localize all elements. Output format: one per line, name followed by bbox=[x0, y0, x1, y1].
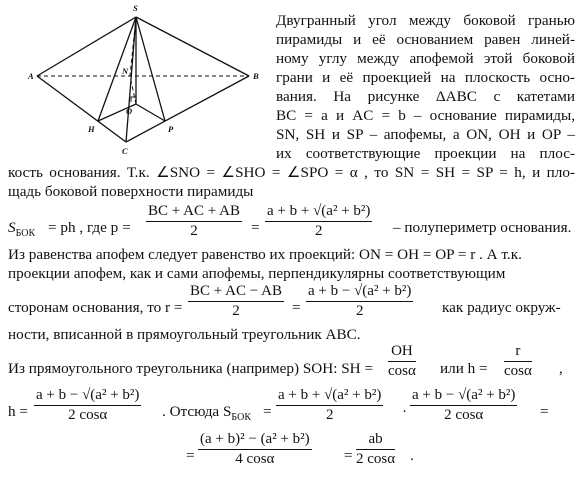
text-line: Из прямоугольного треугольника (например) SOH: SH = bbox=[8, 360, 374, 377]
formula-text: . Отсюда $S_{БОК}$ bbox=[162, 403, 251, 424]
formula-text: = bbox=[263, 403, 272, 420]
label-N: N bbox=[122, 66, 129, 76]
label-S: S bbox=[133, 3, 138, 13]
label-H: H bbox=[88, 124, 95, 134]
text-line: SN, SH и SP – апофемы, а ON, OH и OP – bbox=[276, 126, 575, 143]
text-line: проекции апофем, как и сами апофемы, перпендикулярны соответствующим bbox=[8, 265, 506, 282]
text-line: как радиус окруж- bbox=[442, 299, 561, 316]
fraction-sh: $\frac{OH}{\cos\alpha}$ bbox=[388, 343, 416, 379]
formula-text: = ph , где p = bbox=[48, 219, 131, 236]
text-line: сторонам основания, то r = bbox=[8, 299, 183, 316]
label-C: C bbox=[122, 146, 128, 156]
text-line: ности, вписанной в прямоугольный треугольник ABC. bbox=[8, 326, 361, 343]
label-B: B bbox=[253, 71, 259, 81]
formula-text: = bbox=[540, 403, 549, 420]
formula-text: h = bbox=[8, 403, 28, 420]
fraction-radius-ab: $\frac{\text{a + b − √(a² + b²)}}{2}$ bbox=[308, 283, 412, 319]
edge-A-C bbox=[37, 76, 126, 142]
text-line: их соответствующие проекции на плос- bbox=[276, 145, 575, 162]
formula-text: , bbox=[559, 360, 563, 377]
label-A: A bbox=[28, 71, 34, 81]
edge-S-B bbox=[136, 17, 249, 76]
fraction-result: $\frac{ab}{2 \cos\alpha}$ bbox=[356, 431, 396, 467]
edge-S-C bbox=[126, 17, 136, 142]
label-P: P bbox=[168, 124, 174, 134]
formula-text: · bbox=[402, 403, 408, 420]
fraction-h-value: $\frac{\text{a + b − √(a² + b²)}}{2 \cos\alpha}$ bbox=[36, 387, 140, 423]
formula-text: = bbox=[251, 219, 260, 236]
text-line: вания. На рисунке ΔABC с катетами bbox=[276, 88, 575, 105]
formula-text: или h = bbox=[440, 360, 488, 377]
fraction-perimeter-ab: $\frac{\text{a + b + √(a² + b²)}}{2}$ bbox=[267, 203, 371, 239]
fraction-apothem: $\frac{\text{a + b − √(a² + b²)}}{2 \cos\alpha}$ bbox=[412, 387, 516, 423]
text-line: кость основания. Т.к. ∠SNO = ∠SHO = ∠SPO = α , то SN = SH = SP = h, и пло- bbox=[8, 164, 575, 181]
formula-text: = bbox=[292, 299, 301, 316]
fraction-semiperimeter: $\frac{\text{a + b + √(a² + b²)}}{2}$ bbox=[278, 387, 382, 423]
text-line: BC = a и AC = b – основание пирамиды, bbox=[276, 107, 575, 124]
fraction-h: $\frac{r}{\cos\alpha}$ bbox=[504, 343, 532, 379]
text-line: пирамиды и её основанием равен линей- bbox=[276, 31, 575, 48]
label-O: O bbox=[126, 106, 133, 116]
formula-text: – полупериметр основания. bbox=[393, 219, 572, 236]
pyramid-figure bbox=[0, 0, 272, 160]
text-line: Двугранный угол между боковой гранью bbox=[276, 12, 575, 29]
text-line: щадь боковой поверхности пирамиды bbox=[8, 183, 254, 200]
formula-text: = bbox=[186, 447, 195, 464]
formula-text: = bbox=[344, 447, 353, 464]
text-line: ному углу между апофемой этой боковой bbox=[276, 50, 575, 67]
text-line: грани и её проекцией на плоскость осно- bbox=[276, 69, 575, 86]
apothem-S-P bbox=[136, 17, 165, 121]
fraction-radius: $\frac{BC + AC - AB}{2}$ bbox=[190, 283, 282, 319]
formula-lhs: $S_{БОК}$ bbox=[8, 219, 36, 240]
formula-text: . bbox=[410, 447, 414, 464]
fraction-difference: $\frac{\text{(a + b)² − (a² + b²)}}{4 \cos\alpha}$ bbox=[200, 431, 310, 467]
fraction-perimeter: $\frac{BC + AC + AB}{2}$ bbox=[148, 203, 240, 239]
text-line: Из равенства апофем следует равенство их проекций: ON = OH = OP = r . А т.к. bbox=[8, 246, 522, 263]
